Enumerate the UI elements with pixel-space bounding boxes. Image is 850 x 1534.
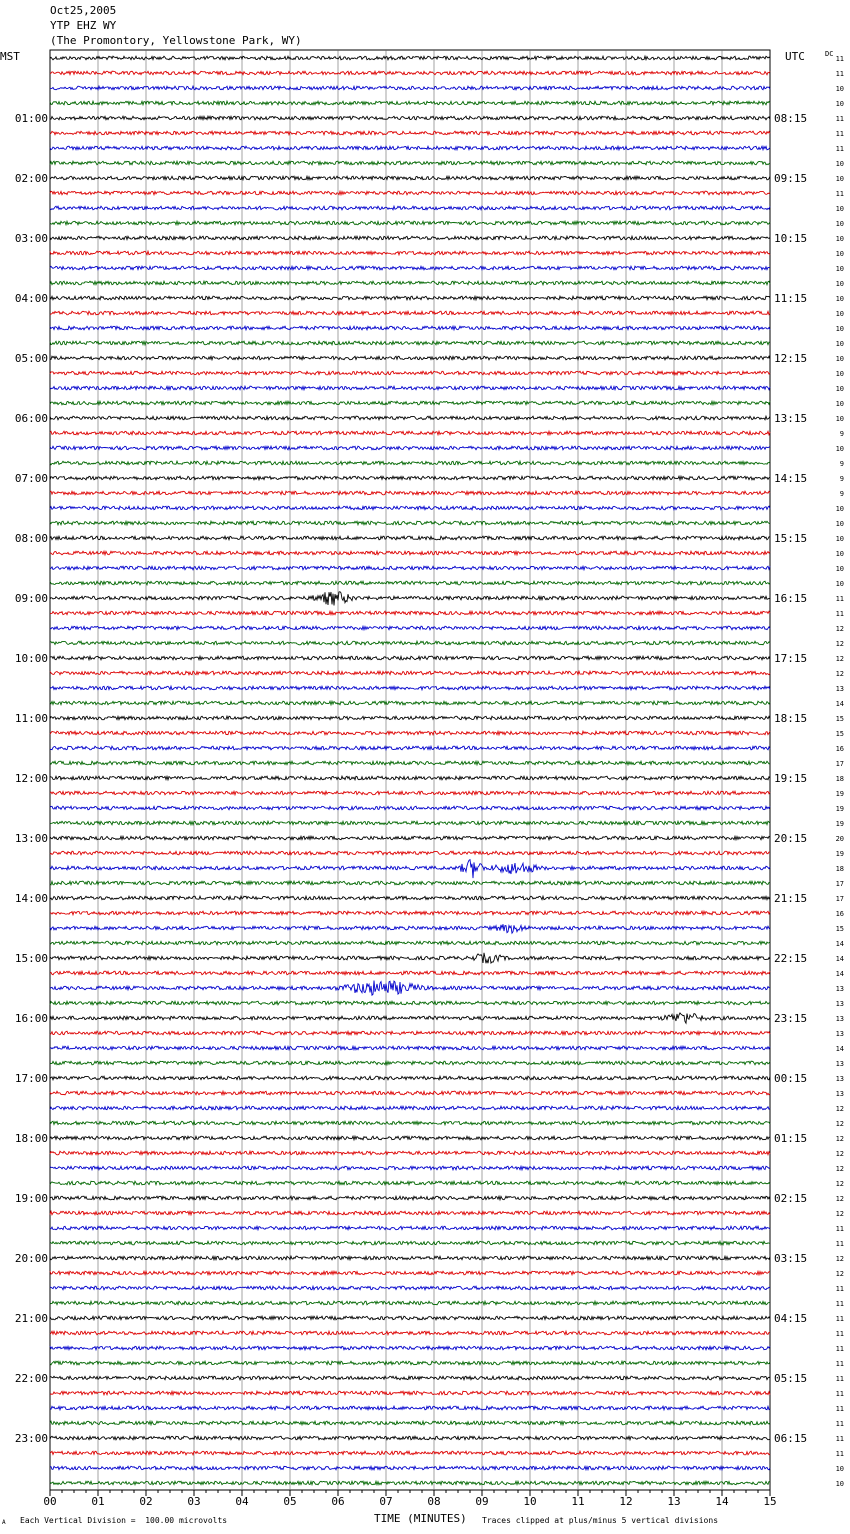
- dc-offset-label: 12: [835, 1255, 844, 1263]
- left-hour-label: 04:00: [14, 292, 48, 305]
- dc-offset-label: 18: [835, 775, 844, 783]
- dc-offset-label: 16: [835, 910, 844, 918]
- dc-offset-label: 10: [835, 550, 844, 558]
- dc-offset-label: 14: [835, 940, 844, 948]
- seismic-trace: [50, 836, 770, 840]
- right-hour-label: 05:15: [774, 1372, 808, 1385]
- right-hour-label: 06:15: [774, 1432, 808, 1445]
- dc-offset-label: 11: [835, 1285, 844, 1293]
- dc-offset-label: 10: [835, 580, 844, 588]
- dc-offset-label: 11: [835, 55, 844, 63]
- dc-offset-label: 10: [835, 310, 844, 318]
- dc-offset-label: 9: [839, 430, 844, 438]
- right-hour-label: 18:15: [774, 712, 808, 725]
- dc-offset-label: 11: [835, 1315, 844, 1323]
- seismic-trace: [50, 341, 770, 345]
- dc-offset-label: 20: [835, 835, 844, 843]
- date-label: Oct25,2005: [50, 4, 117, 17]
- seismic-trace: [50, 86, 770, 90]
- seismic-trace: [50, 953, 770, 963]
- seismic-trace: [50, 281, 770, 285]
- dc-offset-label: 16: [835, 745, 844, 753]
- dc-offset-label: 11: [835, 610, 844, 618]
- dc-offset-label: 17: [835, 880, 844, 888]
- seismic-trace: [50, 1271, 770, 1275]
- dc-offset-label: 13: [835, 1090, 844, 1098]
- dc-offset-label: 10: [835, 565, 844, 573]
- dc-offset-label: 13: [835, 685, 844, 693]
- dc-offset-label: 12: [835, 1165, 844, 1173]
- dc-offset-label: 14: [835, 970, 844, 978]
- seismic-trace: [50, 1331, 770, 1335]
- seismic-trace: [50, 761, 770, 765]
- seismic-trace: [50, 1301, 770, 1305]
- dc-offset-label: 15: [835, 925, 844, 933]
- dc-offset-label: 9: [839, 490, 844, 498]
- seismic-trace: [50, 626, 770, 630]
- x-tick-label: 01: [91, 1495, 105, 1508]
- dc-offset-label: 10: [835, 415, 844, 423]
- seismic-trace: [50, 71, 770, 75]
- x-axis-title: TIME (MINUTES): [374, 1512, 467, 1525]
- seismic-trace: [50, 1166, 770, 1170]
- seismic-trace: [50, 1316, 770, 1320]
- dc-offset-label: 12: [835, 640, 844, 648]
- left-hour-label: 17:00: [14, 1072, 48, 1085]
- seismic-trace: [50, 821, 770, 825]
- seismic-trace: [50, 1451, 770, 1455]
- dc-offset-label: 10: [835, 505, 844, 513]
- dc-offset-label: 12: [835, 1195, 844, 1203]
- seismic-trace: [50, 551, 770, 555]
- dc-offset-label: 14: [835, 1045, 844, 1053]
- dc-offset-label: 10: [835, 355, 844, 363]
- seismic-trace: [50, 941, 770, 945]
- right-timezone-label: UTC: [785, 50, 805, 63]
- dc-offset-label: 12: [835, 1150, 844, 1158]
- left-hour-label: 09:00: [14, 592, 48, 605]
- dc-offset-label: 10: [835, 325, 844, 333]
- dc-offset-label: 15: [835, 730, 844, 738]
- dc-offset-label: 19: [835, 850, 844, 858]
- seismic-trace: [50, 116, 770, 120]
- seismic-trace: [50, 1481, 770, 1485]
- seismic-trace: [50, 311, 770, 315]
- dc-offset-label: 11: [835, 1240, 844, 1248]
- right-hour-label: 14:15: [774, 472, 808, 485]
- seismic-trace: [50, 851, 770, 855]
- dc-offset-label: 10: [835, 370, 844, 378]
- seismic-trace: [50, 1061, 770, 1065]
- seismic-trace: [50, 911, 770, 915]
- seismic-trace: [50, 860, 770, 878]
- right-hour-label: 04:15: [774, 1312, 808, 1325]
- left-hour-label: 06:00: [14, 412, 48, 425]
- dc-offset-label: 13: [835, 1030, 844, 1038]
- seismic-trace: [50, 506, 770, 510]
- dc-offset-label: 10: [835, 265, 844, 273]
- seismic-trace: [50, 1406, 770, 1410]
- x-tick-label: 14: [715, 1495, 729, 1508]
- x-tick-label: 11: [571, 1495, 585, 1508]
- seismic-trace: [50, 56, 770, 60]
- seismic-trace: [50, 1031, 770, 1035]
- x-tick-label: 03: [187, 1495, 201, 1508]
- dc-offset-label: 11: [835, 145, 844, 153]
- right-hour-label: 11:15: [774, 292, 808, 305]
- seismic-trace: [50, 1013, 770, 1023]
- left-hour-label: 03:00: [14, 232, 48, 245]
- seismic-trace: [50, 1001, 770, 1005]
- dc-offset-label: 13: [835, 1075, 844, 1083]
- seismic-trace: [50, 221, 770, 225]
- left-hour-label: 07:00: [14, 472, 48, 485]
- dc-offset-label: 19: [835, 820, 844, 828]
- seismic-trace: [50, 1106, 770, 1110]
- seismic-trace: [50, 1076, 770, 1080]
- dc-offset-label: 10: [835, 220, 844, 228]
- seismic-trace: [50, 101, 770, 105]
- left-hour-label: 15:00: [14, 952, 48, 965]
- dc-offset-label: 10: [835, 1465, 844, 1473]
- dc-offset-label: 9: [839, 475, 844, 483]
- left-hour-label: 16:00: [14, 1012, 48, 1025]
- right-hour-label: 13:15: [774, 412, 808, 425]
- x-tick-label: 06: [331, 1495, 345, 1508]
- seismic-trace: [50, 776, 770, 780]
- seismic-trace: [50, 1196, 770, 1200]
- right-hour-label: 20:15: [774, 832, 808, 845]
- dc-offset-label: 11: [835, 1405, 844, 1413]
- seismic-trace: [50, 206, 770, 210]
- left-hour-label: 12:00: [14, 772, 48, 785]
- dc-offset-label: 12: [835, 1210, 844, 1218]
- seismic-trace: [50, 371, 770, 375]
- dc-offset-label: 18: [835, 865, 844, 873]
- dc-offset-label: 15: [835, 715, 844, 723]
- dc-offset-label: 12: [835, 1135, 844, 1143]
- left-hour-label: 22:00: [14, 1372, 48, 1385]
- seismic-trace: [50, 1466, 770, 1470]
- seismic-trace: [50, 746, 770, 750]
- seismic-trace: [50, 401, 770, 405]
- right-hour-label: 21:15: [774, 892, 808, 905]
- x-tick-label: 12: [619, 1495, 633, 1508]
- seismic-trace: [50, 1286, 770, 1290]
- seismic-trace: [50, 131, 770, 135]
- dc-offset-label: 10: [835, 160, 844, 168]
- dc-offset-label: 12: [835, 1105, 844, 1113]
- right-hour-label: 16:15: [774, 592, 808, 605]
- dc-offset-label: 17: [835, 760, 844, 768]
- right-hour-label: 19:15: [774, 772, 808, 785]
- left-hour-label: 13:00: [14, 832, 48, 845]
- left-hour-label: 05:00: [14, 352, 48, 365]
- right-hour-label: 15:15: [774, 532, 808, 545]
- right-hour-label: 08:15: [774, 112, 808, 125]
- seismic-trace: [50, 881, 770, 885]
- seismic-trace: [50, 924, 770, 933]
- seismic-trace: [50, 1121, 770, 1125]
- dc-offset-label: 13: [835, 985, 844, 993]
- dc-offset-label: 13: [835, 1060, 844, 1068]
- seismic-trace: [50, 1346, 770, 1350]
- x-tick-label: 04: [235, 1495, 249, 1508]
- right-hour-label: 09:15: [774, 172, 808, 185]
- seismic-trace: [50, 326, 770, 330]
- dc-offset-label: 10: [835, 520, 844, 528]
- x-tick-label: 09: [475, 1495, 489, 1508]
- left-hour-label: 10:00: [14, 652, 48, 665]
- clip-note: Traces clipped at plus/minus 5 vertical divisions: [482, 1516, 719, 1525]
- seismic-trace: [50, 641, 770, 645]
- seismic-trace: [50, 731, 770, 735]
- location-label: (The Promontory, Yellowstone Park, WY): [50, 34, 302, 47]
- dc-offset-label: 10: [835, 280, 844, 288]
- seismic-trace: [50, 1421, 770, 1425]
- seismic-trace: [50, 1361, 770, 1365]
- dc-offset-label: 11: [835, 1345, 844, 1353]
- seismic-trace: [50, 1181, 770, 1185]
- seismic-trace: [50, 971, 770, 975]
- right-hour-label: 03:15: [774, 1252, 808, 1265]
- seismic-trace: [50, 1391, 770, 1395]
- seismic-trace: [50, 266, 770, 270]
- x-tick-label: 00: [43, 1495, 57, 1508]
- left-hour-label: 11:00: [14, 712, 48, 725]
- x-tick-label: 10: [523, 1495, 537, 1508]
- scale-note: Each Vertical Division = 100.00 microvolts: [20, 1516, 228, 1525]
- seismic-trace: [50, 491, 770, 495]
- seismic-trace: [50, 461, 770, 465]
- seismic-trace: [50, 896, 770, 900]
- left-hour-label: 21:00: [14, 1312, 48, 1325]
- seismic-trace: [50, 356, 770, 360]
- seismic-trace: [50, 536, 770, 540]
- corner-mark: A: [2, 1519, 6, 1526]
- dc-offset-label: 12: [835, 670, 844, 678]
- left-hour-label: 08:00: [14, 532, 48, 545]
- dc-offset-label: 11: [835, 115, 844, 123]
- dc-offset-label: 11: [835, 190, 844, 198]
- seismic-trace: [50, 581, 770, 585]
- left-hour-label: 19:00: [14, 1192, 48, 1205]
- dc-offset-label: 19: [835, 805, 844, 813]
- station-label: YTP EHZ WY: [50, 19, 117, 32]
- seismic-trace: [50, 611, 770, 615]
- dc-offset-label: 10: [835, 295, 844, 303]
- seismic-trace: [50, 521, 770, 525]
- left-hour-label: 01:00: [14, 112, 48, 125]
- seismic-trace: [50, 1256, 770, 1260]
- seismic-trace: [50, 656, 770, 660]
- left-hour-label: 18:00: [14, 1132, 48, 1145]
- dc-offset-label: 11: [835, 1300, 844, 1308]
- dc-offset-label: 12: [835, 655, 844, 663]
- left-timezone-label: MST: [0, 50, 20, 63]
- dc-offset-label: 11: [835, 1420, 844, 1428]
- seismic-trace: [50, 1046, 770, 1050]
- dc-offset-label: 13: [835, 1015, 844, 1023]
- dc-offset-label: 10: [835, 175, 844, 183]
- dc-offset-label: 10: [835, 235, 844, 243]
- seismic-trace: [50, 236, 770, 240]
- seismic-trace: [50, 701, 770, 705]
- left-hour-label: 14:00: [14, 892, 48, 905]
- dc-offset-label: 11: [835, 1390, 844, 1398]
- seismic-trace: [50, 146, 770, 150]
- dc-offset-label: 11: [835, 130, 844, 138]
- seismic-trace: [50, 191, 770, 195]
- seismic-trace: [50, 566, 770, 570]
- x-tick-label: 05: [283, 1495, 297, 1508]
- dc-offset-label: 14: [835, 700, 844, 708]
- seismic-trace: [50, 686, 770, 690]
- seismic-trace: [50, 446, 770, 450]
- right-hour-label: 00:15: [774, 1072, 808, 1085]
- x-tick-label: 13: [667, 1495, 681, 1508]
- dc-offset-label: 17: [835, 895, 844, 903]
- right-hour-label: 22:15: [774, 952, 808, 965]
- x-tick-label: 08: [427, 1495, 441, 1508]
- dc-offset-label: 9: [839, 460, 844, 468]
- dc-offset-label: 10: [835, 1480, 844, 1488]
- seismic-trace: [50, 476, 770, 480]
- right-hour-label: 23:15: [774, 1012, 808, 1025]
- seismic-trace: [50, 1226, 770, 1230]
- seismic-trace: [50, 791, 770, 795]
- dc-offset-label: 10: [835, 100, 844, 108]
- seismic-trace: [50, 671, 770, 675]
- seismic-trace: [50, 1151, 770, 1155]
- dc-offset-label: 10: [835, 445, 844, 453]
- left-hour-label: 20:00: [14, 1252, 48, 1265]
- seismic-trace: [50, 1241, 770, 1245]
- dc-offset-label: 11: [835, 1330, 844, 1338]
- dc-offset-label: 13: [835, 1000, 844, 1008]
- seismic-trace: [50, 1376, 770, 1380]
- dc-label: DC: [825, 50, 834, 58]
- x-tick-label: 07: [379, 1495, 393, 1508]
- dc-offset-label: 12: [835, 1270, 844, 1278]
- dc-offset-label: 10: [835, 340, 844, 348]
- seismic-trace: [50, 806, 770, 810]
- right-hour-label: 01:15: [774, 1132, 808, 1145]
- dc-offset-label: 10: [835, 250, 844, 258]
- seismic-trace: [50, 1091, 770, 1095]
- seismic-trace: [50, 716, 770, 720]
- dc-offset-label: 12: [835, 625, 844, 633]
- x-tick-label: 02: [139, 1495, 153, 1508]
- left-hour-label: 02:00: [14, 172, 48, 185]
- dc-offset-label: 10: [835, 85, 844, 93]
- dc-offset-label: 11: [835, 1375, 844, 1383]
- seismic-trace: [50, 416, 770, 420]
- right-hour-label: 12:15: [774, 352, 808, 365]
- dc-offset-label: 11: [835, 1435, 844, 1443]
- seismic-trace: [50, 386, 770, 390]
- dc-offset-label: 10: [835, 400, 844, 408]
- dc-offset-label: 11: [835, 1360, 844, 1368]
- seismic-trace: [50, 431, 770, 435]
- dc-offset-label: 12: [835, 1180, 844, 1188]
- right-hour-label: 10:15: [774, 232, 808, 245]
- dc-offset-label: 19: [835, 790, 844, 798]
- seismic-trace: [50, 161, 770, 165]
- seismic-trace: [50, 1211, 770, 1215]
- x-tick-label: 15: [763, 1495, 777, 1508]
- right-hour-label: 02:15: [774, 1192, 808, 1205]
- dc-offset-label: 11: [835, 70, 844, 78]
- dc-offset-label: 11: [835, 595, 844, 603]
- seismic-trace: [50, 1436, 770, 1440]
- dc-offset-label: 14: [835, 955, 844, 963]
- dc-offset-label: 12: [835, 1120, 844, 1128]
- seismic-trace: [50, 592, 770, 606]
- seismic-trace: [50, 176, 770, 180]
- dc-offset-label: 11: [835, 1225, 844, 1233]
- left-hour-label: 23:00: [14, 1432, 48, 1445]
- dc-offset-label: 10: [835, 535, 844, 543]
- dc-offset-label: 11: [835, 1450, 844, 1458]
- seismic-trace: [50, 251, 770, 255]
- right-hour-label: 17:15: [774, 652, 808, 665]
- seismic-trace: [50, 1136, 770, 1140]
- seismic-trace: [50, 296, 770, 300]
- seismic-trace: [50, 980, 770, 995]
- dc-offset-label: 10: [835, 385, 844, 393]
- dc-offset-label: 10: [835, 205, 844, 213]
